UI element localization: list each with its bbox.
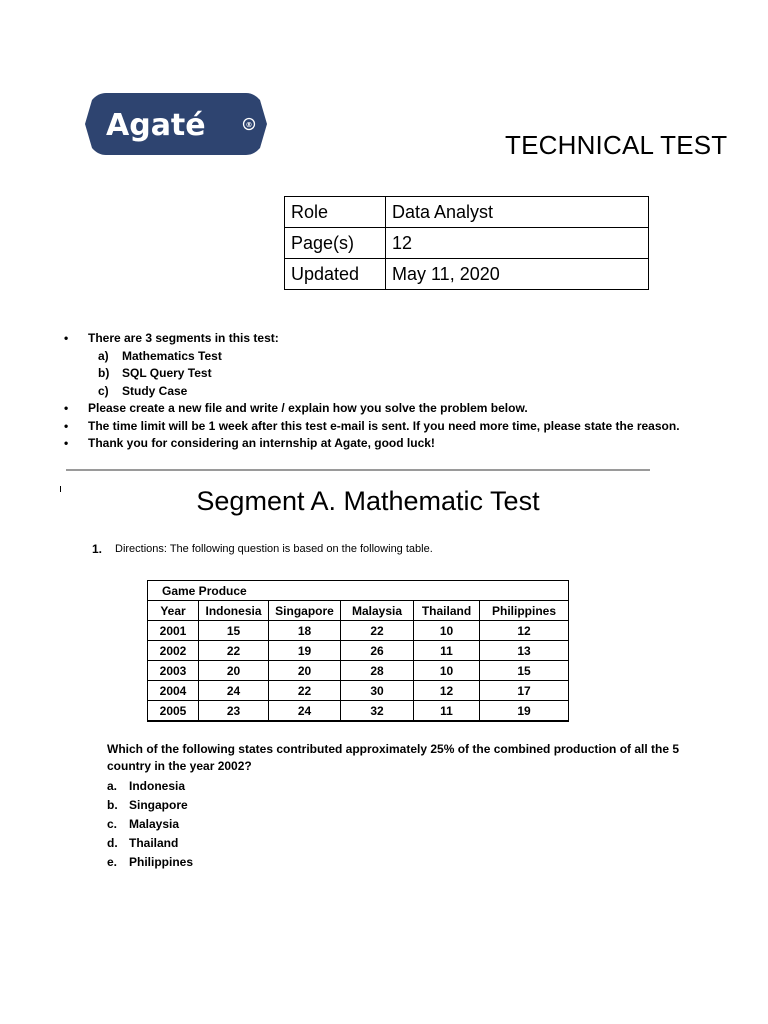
segment-marker: c) xyxy=(98,383,109,398)
answer-option xyxy=(107,777,193,796)
table-cell: 24 xyxy=(269,701,341,722)
table-cell: 19 xyxy=(269,641,341,661)
table-row xyxy=(148,621,569,641)
bullet-icon: • xyxy=(64,418,69,433)
segment-item xyxy=(98,365,680,383)
bullet-item xyxy=(64,418,680,436)
option-marker: d. xyxy=(107,836,118,850)
table-cell: 12 xyxy=(480,621,569,641)
bullet-text: The time limit will be 1 week after this test e-mail is sent. If you need more time, please state the reason. xyxy=(88,418,680,433)
info-value: 12 xyxy=(386,228,649,259)
bullet-item xyxy=(64,330,680,348)
table-cell: 15 xyxy=(480,661,569,681)
logo-registered-mark: ® xyxy=(245,121,253,129)
option-marker: e. xyxy=(107,855,118,869)
answer-option xyxy=(107,796,193,815)
bullet-text: Thank you for considering an internship at Agate, good luck! xyxy=(88,436,435,450)
option-marker: c. xyxy=(107,817,118,831)
horizontal-divider xyxy=(66,469,650,471)
table-caption-row xyxy=(148,581,569,601)
table-cell: 2003 xyxy=(148,661,199,681)
game-produce-table xyxy=(147,580,569,722)
info-value: May 11, 2020 xyxy=(386,259,649,290)
table-cell: 12 xyxy=(414,681,480,701)
table-cell: 22 xyxy=(199,641,269,661)
column-header: Year xyxy=(148,601,199,621)
option-label: Philippines xyxy=(129,855,194,869)
info-row-updated xyxy=(285,259,649,290)
segment-heading: Segment A. Mathematic Test xyxy=(196,486,540,516)
table-row xyxy=(148,661,569,681)
logo-wordmark: Agaté xyxy=(106,108,206,143)
option-marker: b. xyxy=(107,798,118,812)
table-cell: 11 xyxy=(414,701,480,722)
info-key: Role xyxy=(285,197,386,228)
answer-option xyxy=(107,853,193,872)
table-cell: 10 xyxy=(414,621,480,641)
table-cell: 2002 xyxy=(148,641,199,661)
segment-item xyxy=(98,383,680,401)
instructions-list xyxy=(64,330,680,453)
table-cell: 10 xyxy=(414,661,480,681)
option-label: Singapore xyxy=(129,798,188,812)
column-header: Philippines xyxy=(480,601,569,621)
table-row xyxy=(148,681,569,701)
table-cell: 23 xyxy=(199,701,269,722)
table-cell: 2001 xyxy=(148,621,199,641)
table-cell: 20 xyxy=(199,661,269,681)
table-cell: 15 xyxy=(199,621,269,641)
table-cell: 18 xyxy=(269,621,341,641)
question-number: 1. xyxy=(92,542,103,556)
bullet-icon: • xyxy=(64,331,69,345)
answer-options xyxy=(107,777,193,872)
column-header: Malaysia xyxy=(341,601,414,621)
bullet-text: There are 3 segments in this test: xyxy=(88,331,279,345)
option-label: Indonesia xyxy=(129,779,186,793)
column-header: Singapore xyxy=(269,601,341,621)
bullet-text: Please create a new file and write / explain how you solve the problem below. xyxy=(88,401,528,415)
table-cell: 13 xyxy=(480,641,569,661)
table-cell: 32 xyxy=(341,701,414,722)
option-label: Thailand xyxy=(129,836,179,850)
table-cell: 26 xyxy=(341,641,414,661)
bullet-item xyxy=(64,400,680,418)
info-table xyxy=(284,196,649,290)
table-header-row xyxy=(148,601,569,621)
segment-label: SQL Query Test xyxy=(122,366,212,380)
info-value: Data Analyst xyxy=(386,197,649,228)
column-header: Indonesia xyxy=(199,601,269,621)
info-row-role xyxy=(285,197,649,228)
table-cell: 28 xyxy=(341,661,414,681)
table-row xyxy=(148,701,569,722)
answer-option xyxy=(107,834,193,853)
table-cell: 30 xyxy=(341,681,414,701)
column-header: Thailand xyxy=(414,601,480,621)
segment-marker: a) xyxy=(98,348,109,363)
table-cell: 2005 xyxy=(148,701,199,722)
info-key: Page(s) xyxy=(285,228,386,259)
info-key: Updated xyxy=(285,259,386,290)
table-cell: 2004 xyxy=(148,681,199,701)
question-directions: Directions: The following question is based on the following table. xyxy=(115,543,433,555)
table-cell: 22 xyxy=(341,621,414,641)
bullet-icon: • xyxy=(64,436,69,450)
bullet-item xyxy=(64,435,680,453)
bullet-icon: • xyxy=(64,401,69,415)
option-label: Malaysia xyxy=(129,817,180,831)
table-row xyxy=(148,641,569,661)
table-cell: 22 xyxy=(269,681,341,701)
segment-label: Study Case xyxy=(122,383,188,398)
table-cell: 19 xyxy=(480,701,569,722)
table-cell: 11 xyxy=(414,641,480,661)
question-text: Which of the following states contributed approximately 25% of the combined production of all the 5 country in the year 2002? xyxy=(107,742,680,773)
answer-option xyxy=(107,815,193,834)
table-cell: 17 xyxy=(480,681,569,701)
option-marker: a. xyxy=(107,779,118,793)
info-row-pages xyxy=(285,228,649,259)
segment-label: Mathematics Test xyxy=(122,348,222,363)
table-caption: Game Produce xyxy=(148,581,569,601)
table-cell: 20 xyxy=(269,661,341,681)
table-cell: 24 xyxy=(199,681,269,701)
document-title: TECHNICAL TEST xyxy=(505,130,728,160)
agate-logo xyxy=(84,92,268,156)
segment-marker: b) xyxy=(98,366,110,380)
segment-item xyxy=(98,348,680,366)
